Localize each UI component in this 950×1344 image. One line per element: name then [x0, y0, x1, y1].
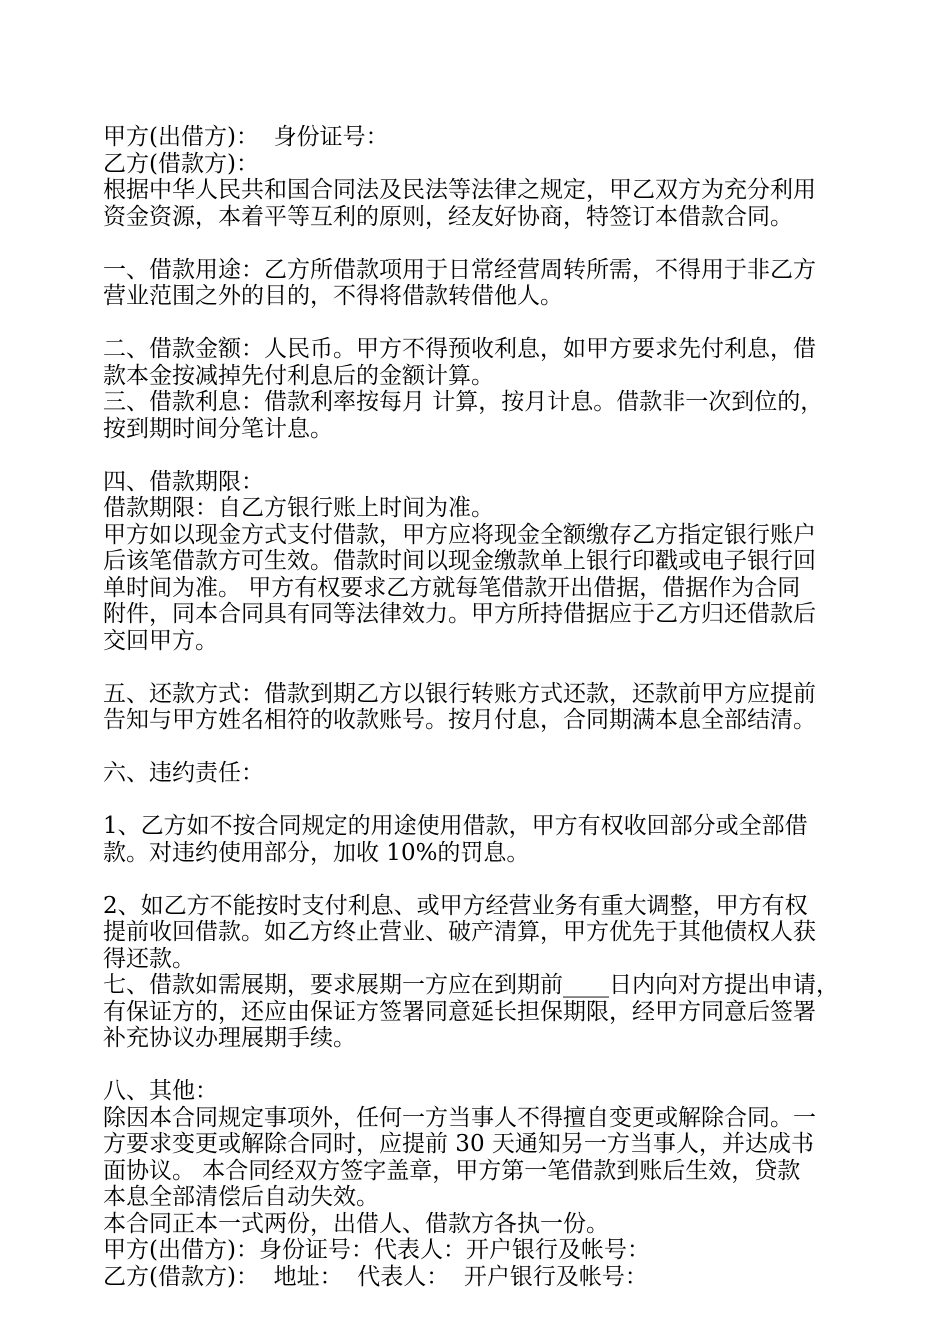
text-line: 除因本合同规定事项外，任何一方当事人不得擅自变更或解除合同。一: [103, 1104, 816, 1131]
text-line: 资金资源，本着平等互利的原则，经友好协商，特签订本借款合同。: [103, 203, 793, 230]
text-line: 交回甲方。: [103, 627, 218, 654]
text-line: 单时间为准。 甲方有权要求乙方就每笔借款开出借据，借据作为合同: [103, 574, 801, 601]
text-line: 甲方如以现金方式支付借款，甲方应将现金全额缴存乙方指定银行账户: [103, 521, 816, 548]
blank-line: [103, 787, 863, 814]
text-line: 二、借款金额：人民币。甲方不得预收利息，如甲方要求先付利息，借: [103, 336, 816, 362]
blank-line: [103, 230, 863, 257]
text-line: 款本金按减掉先付利息后的金额计算。: [103, 362, 494, 389]
blank-line: [103, 654, 863, 681]
text-line: 借款期限：自乙方银行账上时间为准。: [103, 495, 494, 521]
blank-line: [103, 442, 863, 469]
text-line: 乙方(借款方)：: [103, 150, 259, 177]
text-line: 面协议。 本合同经双方签字盖章，甲方第一笔借款到账后生效，贷款: [103, 1157, 801, 1184]
text-line: 一、借款用途：乙方所借款项用于日常经营周转所需，不得用于非乙方: [103, 256, 816, 283]
text-line: 七、借款如需展期，要求展期一方应在到期前____日内向对方提出申请，: [103, 972, 839, 998]
text-line: 告知与甲方姓名相符的收款账号。按月付息，合同期满本息全部结清。: [103, 707, 816, 733]
text-line: 三、借款利息：借款利率按每月 计算，按月计息。借款非一次到位的，: [103, 389, 824, 415]
text-line: 本合同正本一式两份，出借人、借款方各执一份。: [103, 1210, 609, 1237]
text-line: 五、还款方式：借款到期乙方以银行转账方式还款，还款前甲方应提前: [103, 680, 816, 707]
text-line: 六、违约责任：: [103, 760, 264, 786]
text-line: 乙方(借款方)： 地址： 代表人： 开户银行及帐号：: [103, 1263, 648, 1290]
blank-line: [103, 866, 863, 893]
text-line: 款。对违约使用部分，加收 10%的罚息。: [103, 839, 530, 866]
blank-line: [103, 310, 863, 337]
text-line: 按到期时间分笔计息。: [103, 415, 333, 442]
text-line: 方要求变更或解除合同时，应提前 30 天通知另一方当事人，并达成书: [103, 1131, 814, 1157]
text-line: 得还款。: [103, 945, 195, 972]
text-line: 根据中华人民共和国合同法及民法等法律之规定，甲乙双方为充分利用: [103, 177, 816, 203]
text-line: 后该笔借款方可生效。借款时间以现金缴款单上银行印戳或电子银行回: [103, 548, 816, 574]
text-line: 四、借款期限：: [103, 468, 264, 495]
text-line: 2、如乙方不能按时支付利息、或甲方经营业务有重大调整，甲方有权: [103, 892, 808, 919]
text-line: 八、其他：: [103, 1078, 218, 1104]
text-line: 补充协议办理展期手续。: [103, 1025, 356, 1051]
text-line: 本息全部清偿后自动失效。: [103, 1184, 379, 1210]
text-line: 1、乙方如不按合同规定的用途使用借款，甲方有权收回部分或全部借: [103, 813, 808, 839]
text-line: 有保证方的，还应由保证方签署同意延长担保期限，经甲方同意后签署: [103, 998, 816, 1025]
blank-line: [103, 1052, 863, 1079]
text-line: 营业范围之外的目的，不得将借款转借他人。: [103, 283, 563, 309]
text-line: 附件，同本合同具有同等法律效力。甲方所持借据应于乙方归还借款后: [103, 601, 816, 627]
contract-document: [103, 124, 863, 1290]
text-line: 提前收回借款。如乙方终止营业、破产清算，甲方优先于其他债权人获: [103, 919, 816, 945]
text-line: 甲方(出借方)： 身份证号：: [103, 124, 389, 150]
blank-line: [103, 734, 863, 761]
text-line: 甲方(出借方)：身份证号：代表人：开户银行及帐号：: [103, 1237, 650, 1263]
